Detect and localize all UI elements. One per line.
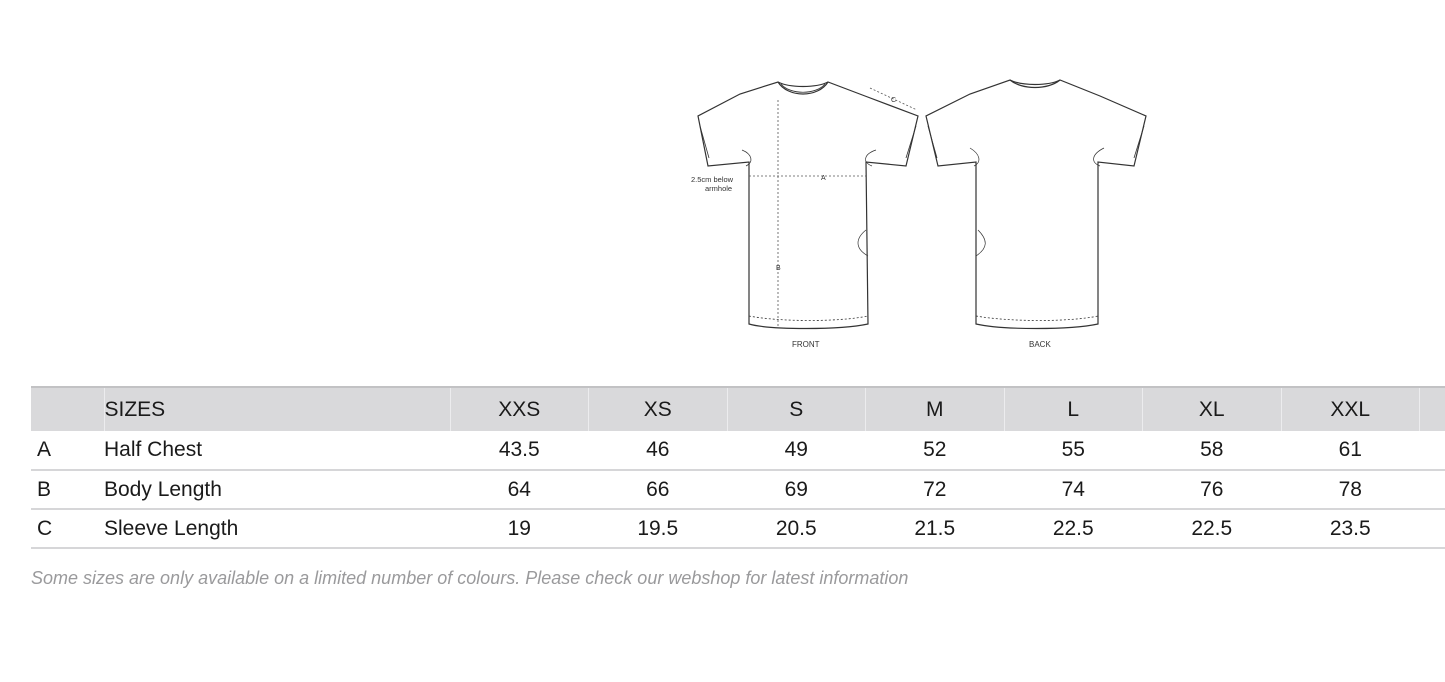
tshirt-illustration — [680, 70, 1170, 360]
row-value: 22.5 — [1004, 509, 1143, 548]
header-empty-cell — [31, 387, 104, 431]
marker-c: C — [891, 97, 897, 104]
row-value: 58 — [1143, 431, 1282, 470]
armhole-note-line2: armhole — [705, 184, 733, 193]
row-value: 69 — [727, 470, 866, 509]
header-size-s: S — [727, 387, 866, 431]
marker-a: A — [821, 175, 826, 182]
row-value: 21.5 — [866, 509, 1005, 548]
header-extra-cell — [1420, 387, 1445, 431]
header-sizes-label: SIZES — [104, 387, 450, 431]
front-label: FRONT — [792, 340, 820, 349]
header-size-xs: XS — [589, 387, 728, 431]
header-size-m: M — [866, 387, 1005, 431]
table-row — [31, 431, 1445, 470]
row-value: 61 — [1281, 431, 1420, 470]
row-extra-cell — [1420, 509, 1445, 548]
header-size-l: L — [1004, 387, 1143, 431]
tshirt-diagram — [680, 70, 1170, 360]
row-value: 43.5 — [450, 431, 589, 470]
header-size-xxs: XXS — [450, 387, 589, 431]
row-letter: C — [31, 509, 104, 548]
row-value: 19 — [450, 509, 589, 548]
measurement-lines — [749, 88, 917, 326]
availability-footnote: Some sizes are only available on a limited number of colours. Please check our webshop for latest information — [31, 568, 909, 588]
front-shirt-drawing — [698, 82, 918, 329]
marker-b: B — [776, 265, 781, 272]
row-value: 22.5 — [1143, 509, 1282, 548]
row-value: 64 — [450, 470, 589, 509]
table-header-row — [31, 387, 1445, 431]
row-value: 78 — [1281, 470, 1420, 509]
row-value: 55 — [1004, 431, 1143, 470]
back-label: BACK — [1029, 340, 1051, 349]
armhole-note-line1: 2.5cm below — [691, 175, 734, 184]
row-measurement-name: Body Length — [104, 470, 450, 509]
back-shirt-drawing — [926, 80, 1146, 329]
row-value: 52 — [866, 431, 1005, 470]
row-value: 74 — [1004, 470, 1143, 509]
row-value: 20.5 — [727, 509, 866, 548]
row-value: 46 — [589, 431, 728, 470]
header-size-xl: XL — [1143, 387, 1282, 431]
row-value: 76 — [1143, 470, 1282, 509]
row-letter: A — [31, 431, 104, 470]
row-measurement-name: Half Chest — [104, 431, 450, 470]
row-measurement-name: Sleeve Length — [104, 509, 450, 548]
row-letter: B — [31, 470, 104, 509]
row-value: 19.5 — [589, 509, 728, 548]
row-value: 72 — [866, 470, 1005, 509]
table-row — [31, 470, 1445, 509]
size-table — [31, 386, 1445, 549]
row-value: 49 — [727, 431, 866, 470]
table-row — [31, 509, 1445, 548]
row-value: 23.5 — [1281, 509, 1420, 548]
row-extra-cell — [1420, 470, 1445, 509]
row-extra-cell — [1420, 431, 1445, 470]
row-value: 66 — [589, 470, 728, 509]
header-size-xxl: XXL — [1281, 387, 1420, 431]
